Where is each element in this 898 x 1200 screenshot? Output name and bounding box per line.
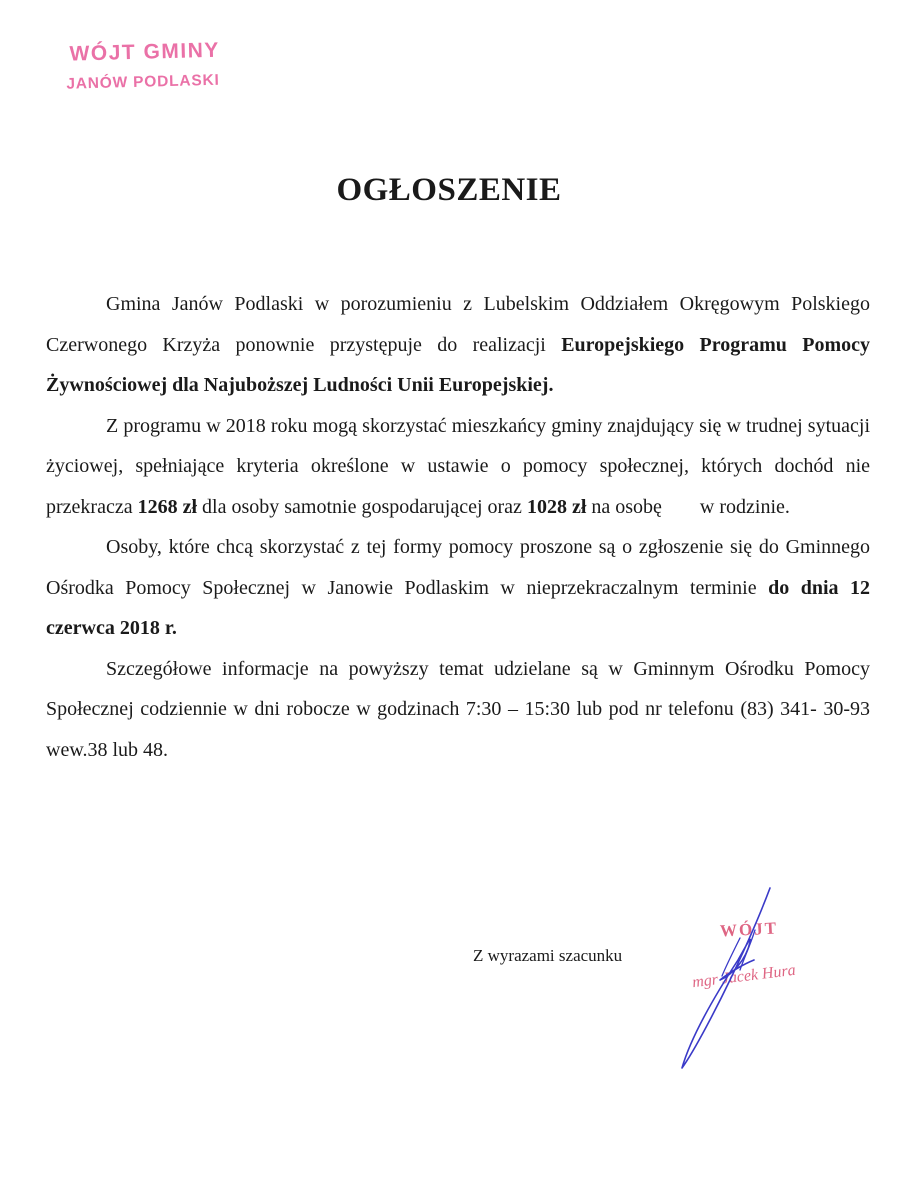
- eligibility-text: Z programu w 2018 roku mogą skorzystać mieszkańcy gminy znajdujący się w trudnej sytuacji życiowej, spełniające kryteria określone w ustawie o pomocy społecznej, których dochód nie przekracza: [46, 414, 870, 518]
- intro-text: Gmina Janów Podlaski w porozumieniu z Lubelskim Oddziałem Okręgowym Polskiego Czerwonego Krzyża ponownie przystępuje do realizacji: [46, 293, 870, 356]
- program-name: Europejskiego Programu Pomocy Żywnościowej dla Najuboższej Ludności Unii Europejskiej.: [46, 333, 870, 396]
- stamp-line-office: WÓJT GMINY: [69, 38, 221, 66]
- eligibility-text-4: w rodzinie.: [699, 495, 790, 518]
- income-limit-family: 1028 zł: [526, 495, 587, 518]
- paragraph-contact: [46, 649, 870, 771]
- income-limit-single: 1268 zł: [137, 495, 198, 518]
- eligibility-text-3: na osobę: [586, 495, 662, 518]
- closing-phrase: Z wyrazami szacunku: [473, 946, 623, 965]
- application-deadline: do dnia 12 czerwca 2018 r.: [46, 576, 870, 639]
- stamp-role: WÓJT: [719, 918, 779, 941]
- contact-text: Szczegółowe informacje na powyższy temat udzielane są w Gminnym Ośrodku Pomocy Społecznej codziennie w dni robocze w godzinach 7:30 – 15:30 lub pod nr telefonu (83) 341- 30-93 wew.38 lub 48.: [46, 657, 870, 761]
- application-text: Osoby, które chcą skorzystać z tej formy pomocy proszone są o zgłoszenie się do Gminnego Ośrodka Pomocy Społecznej w Janowie Podlaskim w nieprzekraczalnym terminie: [46, 536, 870, 599]
- stamp-line-municipality: JANÓW PODLASKI: [66, 71, 220, 93]
- paragraph-application: [46, 527, 870, 649]
- stamp-name: mgr Jacek Hura: [691, 961, 797, 992]
- paragraph-intro: [46, 284, 870, 406]
- paragraph-eligibility: [46, 406, 870, 528]
- document-title: OGŁOSZENIE: [336, 172, 562, 208]
- announcement-body: [46, 284, 870, 770]
- handwritten-signature: [660, 880, 780, 1080]
- eligibility-text-2: dla osoby samotnie gospodarującej oraz: [197, 495, 527, 518]
- header-stamp: [59, 37, 280, 103]
